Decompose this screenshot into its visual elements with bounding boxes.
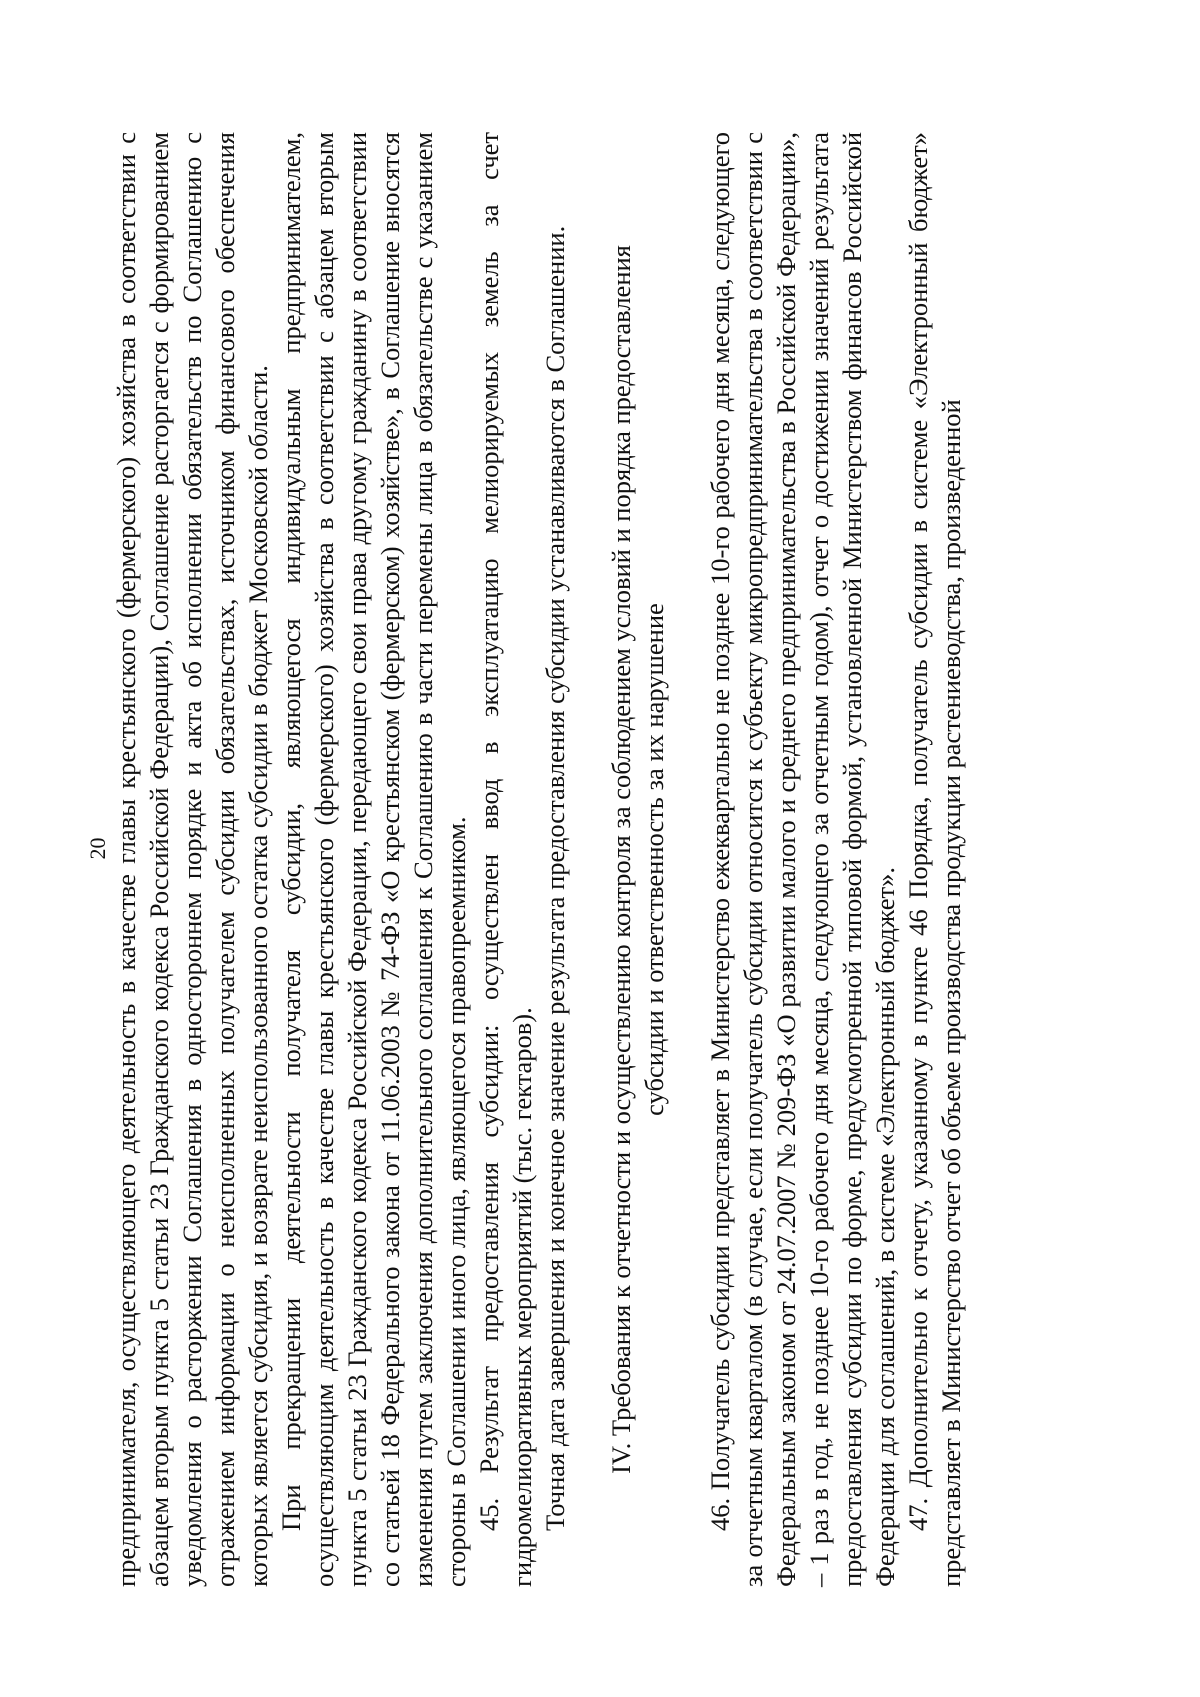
paragraph-47: 47. Дополнительно к отчету, указанному в пункте 46 Порядка, получатель субсидии в системе «Электронный бюджет» представляет в Министерство отчет об объеме производства продукции растениеводства, произведенной bbox=[903, 132, 966, 1587]
paragraph-45: 45. Результат предоставления субсидии: осуществлен ввод в эксплуатацию мелиорируемых земель за счет гидромелиоративных мероприятий (тыс. гектаров). bbox=[474, 132, 537, 1587]
section-title: IV. Требования к отчетности и осуществлению контроля за соблюдением условий и порядка предоставления субсидии и ответственность за их нарушение bbox=[606, 245, 669, 1474]
document-body bbox=[110, 132, 968, 1587]
paragraph-termination: При прекращении деятельности получателя субсидии, являющегося индивидуальным предпринимателем, осуществляющим деятельность в качестве главы крестьянского (фермерского) хозяйства в соответствии с абзацем вторым пункта 5 статьи 23 Гражданского кодекса Российской Федерации, передающего свои права другому гражданину в соответствии со статьей 18 Федерального закона от 11.06.2003 № 74-ФЗ «О крестьянском (фермерском) хозяйстве», в Соглашение вносятся изменения путем заключения дополнительного соглашения к Соглашению в части перемены лица в обязательстве с указанием стороны в Соглашении иного лица, являющегося правопреемником. bbox=[276, 132, 471, 1587]
paragraph-continuation: предпринимателя, осуществляющего деятельность в качестве главы крестьянского (фермерского) хозяйства в соответствии с абзацем вторым пункта 5 статьи 23 Гражданского кодекса Российской Федерации), Соглашение расторгается с формированием уведомления о расторжении Соглашения в одностороннем порядке и акта об исполнении обязательств по Соглашению с отражением информации о неисполненных получателем субсидии обязательствах, источником финансового обеспечения которых является субсидия, и возврате неиспользованного остатка субсидии в бюджет Московской области. bbox=[111, 132, 273, 1587]
paragraph-completion-date: Точная дата завершения и конечное значение результата предоставления субсидии устанавливаются в Соглашении. bbox=[540, 225, 570, 1531]
spacer bbox=[671, 132, 704, 1587]
paragraph-46: 46. Получатель субсидии представляет в Министерство ежеквартально не позднее 10-го рабочего дня месяца, следующего за отчетным кварталом (в случае, если получатель субсидии относится к субъекту микропредпринимательства в соответствии с Федеральным законом от 24.07.2007 № 209-ФЗ «О развитии малого и среднего предпринимательства в Российской Федерации», – 1 раз в год, не позднее 10-го рабочего дня месяца, следующего за отчетным годом), отчет о достижении значений результата предоставления субсидии по форме, предусмотренной типовой формой, установленной Министерством финансов Российской Федерации для соглашений, в системе «Электронный бюджет». bbox=[705, 132, 900, 1587]
page-number: 20 bbox=[85, 837, 110, 860]
spacer bbox=[572, 132, 605, 1587]
